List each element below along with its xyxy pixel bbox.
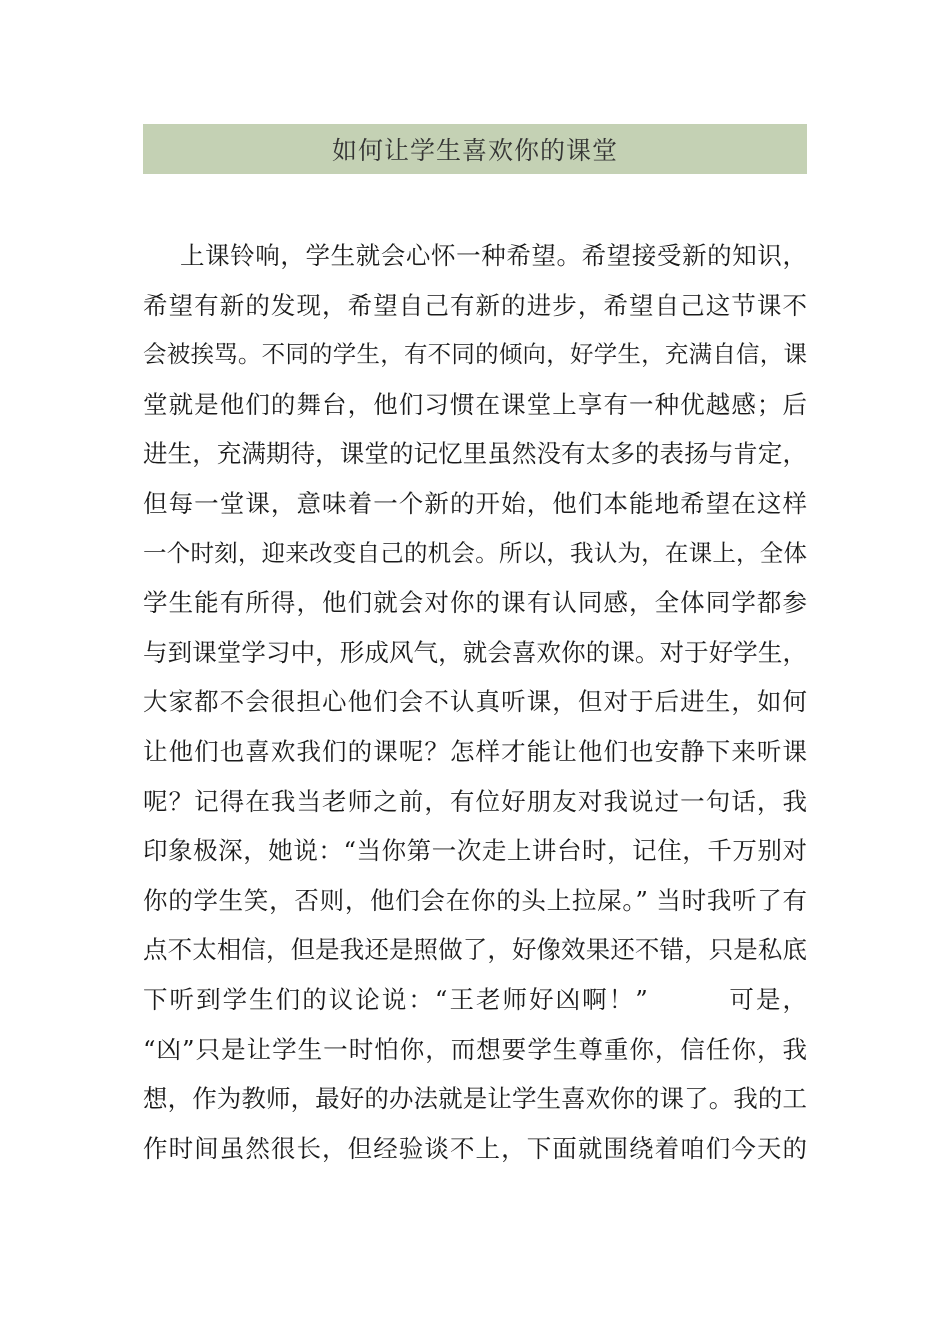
text-line: 堂就是他们的舞台，他们习惯在课堂上享有一种优越感；后 <box>143 389 807 419</box>
title-banner <box>143 124 807 174</box>
document-title: 如何让学生喜欢你的课堂 <box>331 136 618 165</box>
text-line: 想，作为教师，最好的办法就是让学生喜欢你的课了。我的工 <box>143 1084 807 1114</box>
text-line: 一个时刻，迎来改变自己的机会。所以，我认为，在课上，全体 <box>143 538 807 567</box>
text-line: 会被挨骂。不同的学生，有不同的倾向，好学生，充满自信，课 <box>143 340 807 369</box>
text-line: 进生，充满期待，课堂的记忆里虽然没有太多的表扬与肯定， <box>143 439 807 469</box>
text-line: 希望有新的发现，希望自己有新的进步，希望自己这节课不 <box>143 290 807 320</box>
text-line: 作时间虽然很长，但经验谈不上，下面就围绕着咱们今天的 <box>143 1133 807 1163</box>
text-line: 点不太相信，但是我还是照做了，好像效果还不错，只是私底 <box>143 935 807 965</box>
text-line: 上课铃响，学生就会心怀一种希望。希望接受新的知识， <box>180 241 807 270</box>
text-line: 印象极深，她说：“当你第一次走上讲台时，记住，千万别对 <box>143 836 807 866</box>
body-paragraph <box>143 231 807 1173</box>
text-line: 下听到学生们的议论说：“王老师好凶啊！” 可是， <box>143 984 807 1014</box>
text-line: 但每一堂课，意味着一个新的开始，他们本能地希望在这样 <box>143 488 807 518</box>
text-line: 与到课堂学习中，形成风气，就会喜欢你的课。对于好学生， <box>143 637 807 667</box>
text-line: 学生能有所得，他们就会对你的课有认同感，全体同学都参 <box>143 588 807 618</box>
text-line: 让他们也喜欢我们的课呢？怎样才能让他们也安静下来听课 <box>143 736 807 766</box>
text-line: 大家都不会很担心他们会不认真听课，但对于后进生，如何 <box>143 687 807 717</box>
text-line: “凶”只是让学生一时怕你，而想要学生尊重你，信任你，我 <box>143 1034 807 1064</box>
text-line: 你的学生笑，否则，他们会在你的头上拉屎。” 当时我听了有 <box>143 885 807 915</box>
text-line: 呢？记得在我当老师之前，有位好朋友对我说过一句话，我 <box>143 786 807 816</box>
